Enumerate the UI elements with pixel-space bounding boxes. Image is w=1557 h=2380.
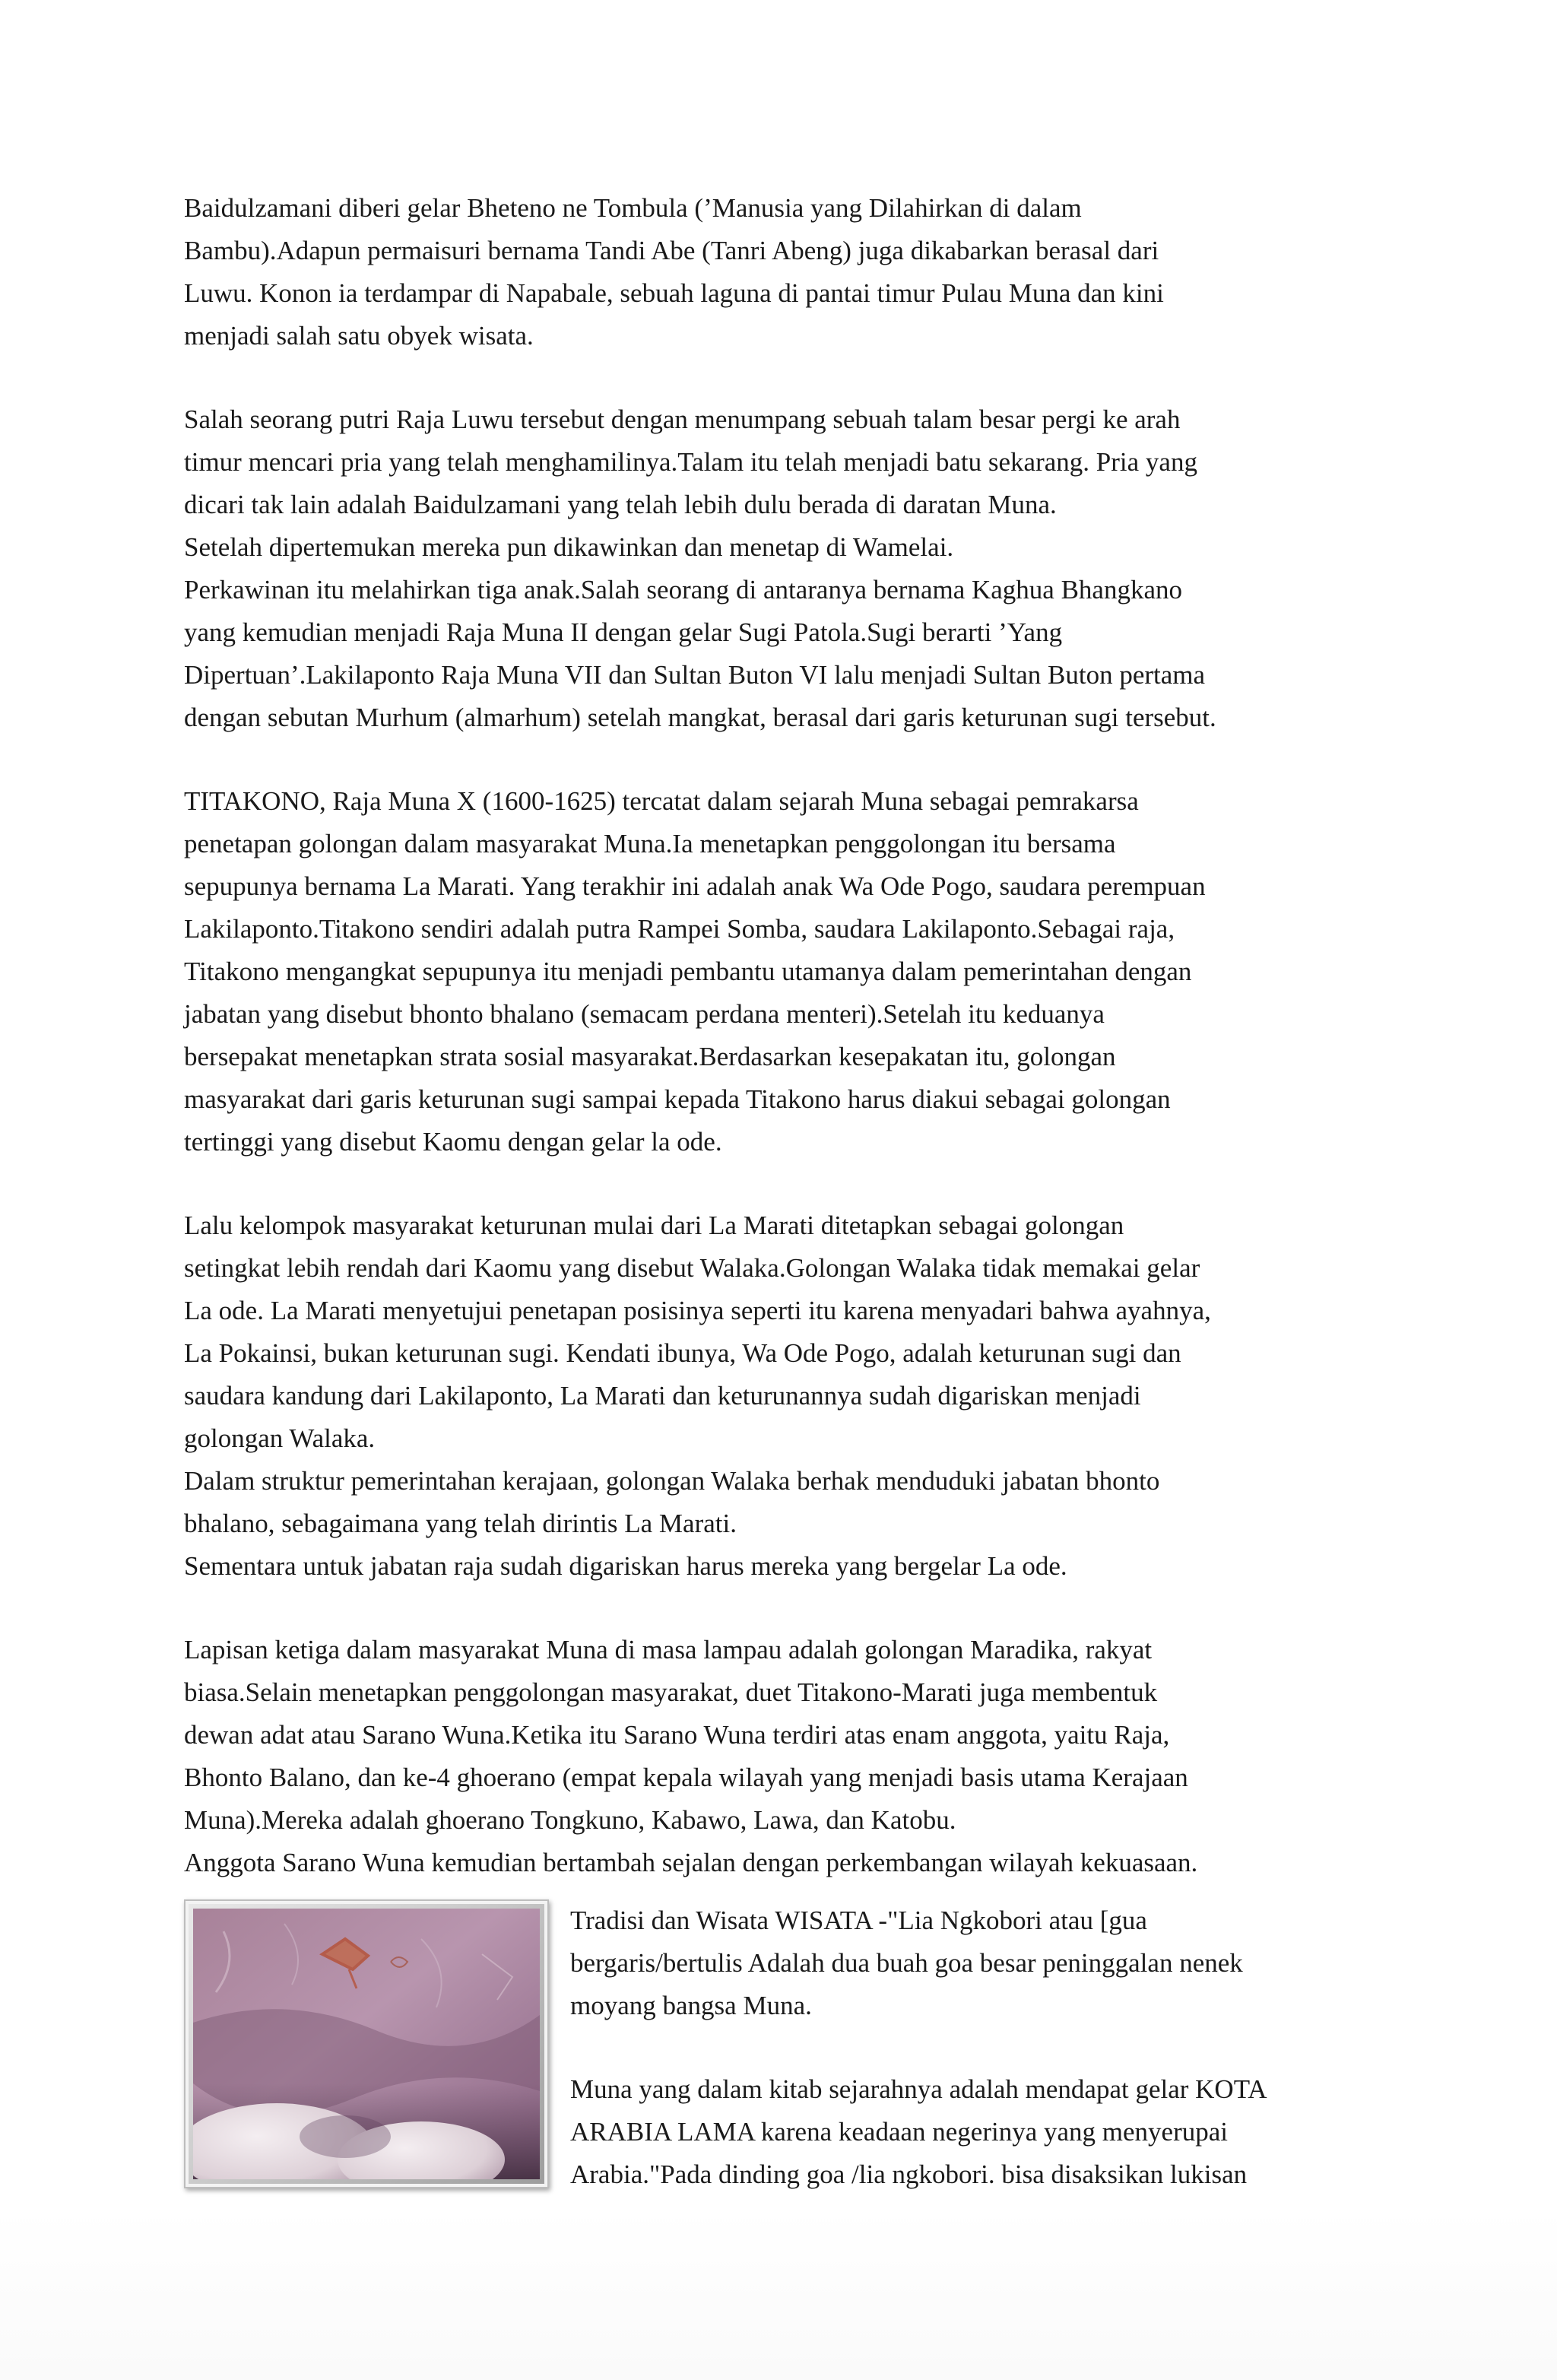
text-line: La ode. La Marati menyetujui penetapan posisinya seperti itu karena menyadari bahwa ayahnya, [184,1296,1211,1325]
text-line: sepupunya bernama La Marati. Yang terakhir ini adalah anak Wa Ode Pogo, saudara perempuan [184,871,1206,901]
text-line: biasa.Selain menetapkan penggolongan masyarakat, duet Titakono-Marati juga membentuk [184,1677,1158,1707]
text-line: Lalu kelompok masyarakat keturunan mulai dari La Marati ditetapkan sebagai golongan [184,1211,1124,1240]
text-line: golongan Walaka. [184,1423,376,1453]
text-line: saudara kandung dari Lakilaponto, La Marati dan keturunannya sudah digariskan menjadi [184,1381,1141,1411]
paragraph-kota-arabia [570,2068,1385,2196]
text-line: Sementara untuk jabatan raja sudah digariskan harus mereka yang bergelar La ode. [184,1551,1067,1581]
text-line: Arabia."Pada dinding goa /lia ngkobori. bisa disaksikan lukisan [570,2159,1248,2189]
text-line: Bhonto Balano, dan ke-4 ghoerano (empat kepala wilayah yang menjadi basis utama Kerajaan [184,1763,1188,1792]
text-line: Dalam struktur pemerintahan kerajaan, golongan Walaka berhak menduduki jabatan bhonto [184,1466,1160,1496]
text-line: setingkat lebih rendah dari Kaomu yang disebut Walaka.Golongan Walaka tidak memakai gelar [184,1253,1200,1283]
text-line: bersepakat menetapkan strata sosial masyarakat.Berdasarkan kesepakatan itu, golongan [184,1042,1116,1071]
text-line: bhalano, sebagaimana yang telah dirintis La Marati. [184,1509,737,1538]
text-line: Muna yang dalam kitab sejarahnya adalah mendapat gelar KOTA [570,2074,1267,2104]
photo-frame [184,1899,549,2188]
text-line: yang kemudian menjadi Raja Muna II dengan gelar Sugi Patola.Sugi berarti ’Yang [184,617,1063,647]
text-line: La Pokainsi, bukan keturunan sugi. Kendati ibunya, Wa Ode Pogo, adalah keturunan sugi dan [184,1338,1181,1368]
cave-painting-photo [193,1909,540,2179]
text-line: penetapan golongan dalam masyarakat Muna.Ia menetapkan penggolongan itu bersama [184,829,1116,858]
text-line: Anggota Sarano Wuna kemudian bertambah sejalan dengan perkembangan wilayah kekuasaan. [184,1848,1198,1877]
text-line: TITAKONO, Raja Muna X (1600-1625) tercatat dalam sejarah Muna sebagai pemrakarsa [184,786,1139,816]
paragraph-putri-luwu [184,398,1385,739]
paragraph-lia-ngkobori [570,1899,1385,2027]
text-line: Salah seorang putri Raja Luwu tersebut dengan menumpang sebuah talam besar pergi ke arah [184,405,1181,434]
text-line: Lakilaponto.Titakono sendiri adalah putra Rampei Somba, saudara Lakilaponto.Sebagai raja, [184,914,1175,944]
paragraph-walaka [184,1204,1385,1588]
text-line: Setelah dipertemukan mereka pun dikawinkan dan menetap di Wamelai. [184,532,954,562]
text-line: timur mencari pria yang telah menghamilinya.Talam itu telah menjadi batu sekarang. Pria yang [184,447,1197,477]
text-line: Muna).Mereka adalah ghoerano Tongkuno, Kabawo, Lawa, dan Katobu. [184,1805,956,1835]
text-line: Lapisan ketiga dalam masyarakat Muna di masa lampau adalah golongan Maradika, rakyat [184,1635,1153,1664]
text-line: bergaris/bertulis Adalah dua buah goa besar peninggalan nenek [570,1948,1243,1978]
text-line: masyarakat dari garis keturunan sugi sampai kepada Titakono harus diakui sebagai golongan [184,1084,1171,1114]
document-body [184,187,1385,1925]
text-line: jabatan yang disebut bhonto bhalano (semacam perdana menteri).Setelah itu keduanya [184,999,1105,1029]
text-line: Dipertuan’.Lakilaponto Raja Muna VII dan Sultan Buton VI lalu menjadi Sultan Buton pertama [184,660,1206,690]
text-line: Tradisi dan Wisata WISATA -"Lia Ngkobori atau [gua [570,1906,1147,1935]
paragraph-titakono [184,780,1385,1163]
paragraph-bheteno [184,187,1385,357]
text-line: Bambu).Adapun permaisuri bernama Tandi Abe (Tanri Abeng) juga dikabarkan berasal dari [184,236,1159,265]
text-line: Perkawinan itu melahirkan tiga anak.Salah seorang di antaranya bernama Kaghua Bhangkano [184,575,1182,605]
page-bottom-fade [0,2209,1557,2380]
text-line: menjadi salah satu obyek wisata. [184,321,534,351]
text-line: dicari tak lain adalah Baidulzamani yang telah lebih dulu berada di daratan Muna. [184,490,1057,519]
text-line: Titakono mengangkat sepupunya itu menjadi pembantu utamanya dalam pemerintahan dengan [184,957,1192,986]
text-line: Luwu. Konon ia terdampar di Napabale, sebuah laguna di pantai timur Pulau Muna dan kini [184,278,1164,308]
paragraph-maradika [184,1629,1385,1884]
text-line: tertinggi yang disebut Kaomu dengan gelar la ode. [184,1127,722,1157]
text-line: dewan adat atau Sarano Wuna.Ketika itu Sarano Wuna terdiri atas enam anggota, yaitu Raja, [184,1720,1170,1750]
text-line: dengan sebutan Murhum (almarhum) setelah mangkat, berasal dari garis keturunan sugi tersebut. [184,703,1216,732]
text-line: moyang bangsa Muna. [570,1991,812,2020]
text-line: ARABIA LAMA karena keadaan negerinya yang menyerupai [570,2117,1228,2147]
figure-with-caption [184,1899,1385,2204]
figure-caption-text [570,1899,1385,2237]
text-line: Baidulzamani diberi gelar Bheteno ne Tombula (’Manusia yang Dilahirkan di dalam [184,193,1082,223]
